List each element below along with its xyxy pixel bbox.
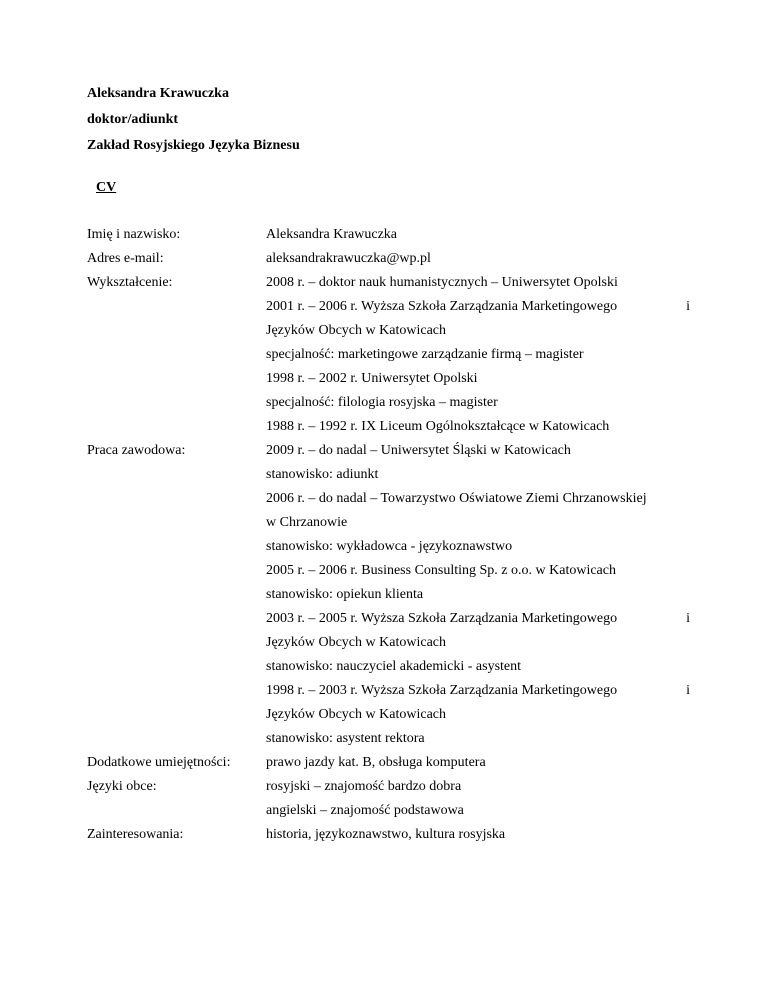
- label-education: Wykształcenie:: [87, 275, 173, 290]
- work-line: [266, 611, 690, 627]
- value-skills: prawo jazdy kat. B, obsługa komputera: [266, 755, 486, 770]
- work-line-text: 2003 r. – 2005 r. Wyższa Szkoła Zarządzania Marketingowego: [266, 611, 618, 626]
- work-line-conjunction: i: [686, 683, 690, 698]
- label-skills: Dodatkowe umiejętności:: [87, 755, 231, 770]
- value-email: aleksandrakrawuczka@wp.pl: [266, 251, 431, 266]
- work-line: 2005 r. – 2006 r. Business Consulting Sp. z o.o. w Katowicach: [266, 563, 616, 578]
- label-work: Praca zawodowa:: [87, 443, 186, 458]
- cv-heading: CV: [96, 180, 117, 195]
- language-line: rosyjski – znajomość bardzo dobra: [266, 779, 462, 794]
- education-line: [266, 299, 690, 315]
- work-line: Języków Obcych w Katowicach: [266, 635, 446, 650]
- value-interests: historia, językoznawstwo, kultura rosyjska: [266, 827, 506, 842]
- education-line: 1998 r. – 2002 r. Uniwersytet Opolski: [266, 371, 478, 386]
- author-department: Zakład Rosyjskiego Języka Biznesu: [87, 138, 300, 153]
- work-line: Języków Obcych w Katowicach: [266, 707, 446, 722]
- education-line: 2008 r. – doktor nauk humanistycznych – Uniwersytet Opolski: [266, 275, 618, 290]
- education-line-text: 2001 r. – 2006 r. Wyższa Szkoła Zarządzania Marketingowego: [266, 299, 618, 314]
- education-line: specjalność: marketingowe zarządzanie firmą – magister: [266, 347, 584, 362]
- label-languages: Języki obce:: [87, 779, 157, 794]
- label-name: Imię i nazwisko:: [87, 227, 181, 242]
- work-line: stanowisko: adiunkt: [266, 467, 379, 482]
- work-line: stanowisko: nauczyciel akademicki - asystent: [266, 659, 522, 674]
- value-name: Aleksandra Krawuczka: [266, 227, 397, 242]
- education-line: 1988 r. – 1992 r. IX Liceum Ogólnokształcące w Katowicach: [266, 419, 610, 434]
- work-line: 2009 r. – do nadal – Uniwersytet Śląski w Katowicach: [266, 443, 571, 458]
- work-line: w Chrzanowie: [266, 515, 348, 530]
- label-interests: Zainteresowania:: [87, 827, 184, 842]
- work-line: 2006 r. – do nadal – Towarzystwo Oświatowe Ziemi Chrzanowskiej: [266, 491, 647, 506]
- work-line: stanowisko: wykładowca - językoznawstwo: [266, 539, 513, 554]
- author-name: Aleksandra Krawuczka: [87, 86, 229, 101]
- education-line: specjalność: filologia rosyjska – magister: [266, 395, 498, 410]
- label-email: Adres e-mail:: [87, 251, 164, 266]
- work-line-conjunction: i: [686, 611, 690, 626]
- author-title: doktor/adiunkt: [87, 112, 179, 127]
- work-line: stanowisko: opiekun klienta: [266, 587, 424, 602]
- work-line: stanowisko: asystent rektora: [266, 731, 425, 746]
- education-line: Języków Obcych w Katowicach: [266, 323, 446, 338]
- work-line-text: 1998 r. – 2003 r. Wyższa Szkoła Zarządzania Marketingowego: [266, 683, 618, 698]
- education-line-conjunction: i: [686, 299, 690, 314]
- language-line: angielski – znajomość podstawowa: [266, 803, 464, 818]
- work-line: [266, 683, 690, 699]
